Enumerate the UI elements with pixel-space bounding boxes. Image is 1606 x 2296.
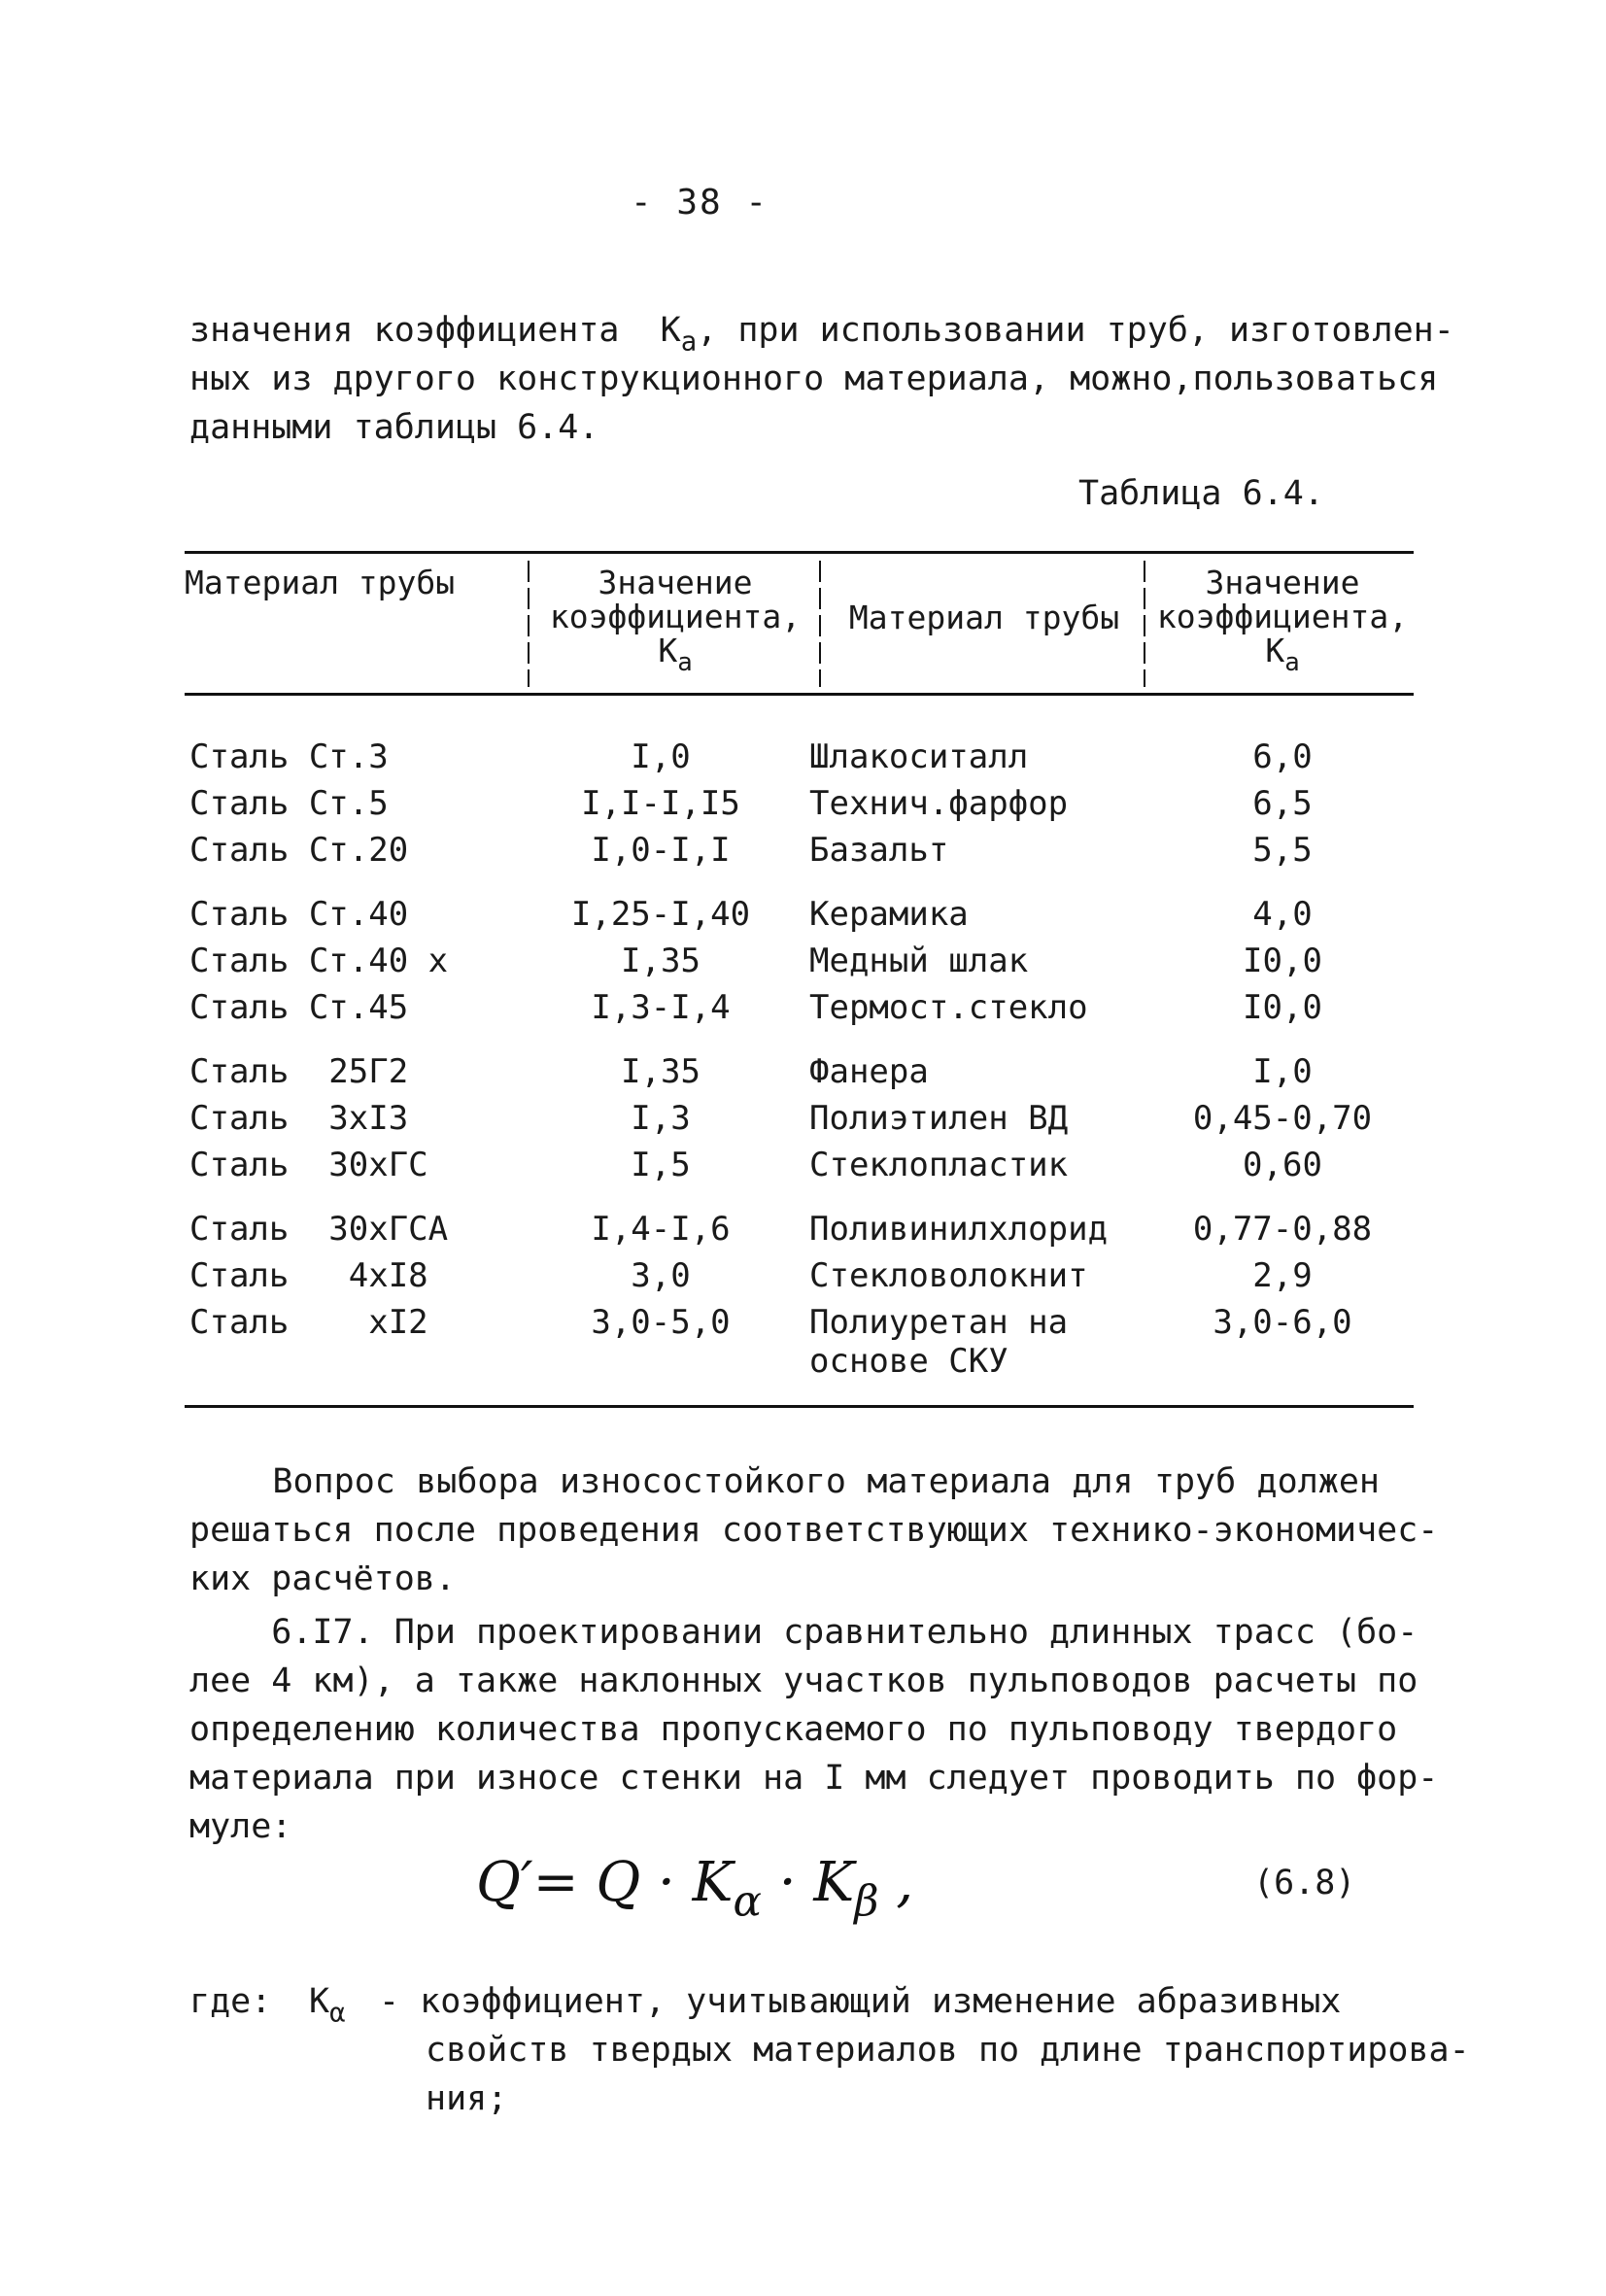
definition-line: ния;	[426, 2079, 508, 2118]
definition-line: - коэффициент, учитывающий изменение абразивных	[379, 1982, 1342, 2021]
material-left-cell: Сталь Ст.45	[189, 988, 409, 1027]
coefficient-left-cell: I,4-I,6	[591, 1210, 731, 1249]
paragraph-line: Вопрос выбора износостойкого материала для труб должен	[189, 1462, 1380, 1501]
coefficient-right-cell: 5,5	[1252, 831, 1313, 870]
where-label: где:	[189, 1982, 272, 2021]
coefficient-right-cell: 0,60	[1243, 1146, 1322, 1184]
intro-paragraph	[189, 306, 1454, 452]
section-6-17-paragraph	[189, 1608, 1439, 1851]
material-right-cell: Шлакоситалл	[809, 737, 1029, 776]
coefficient-left-cell: I,3	[631, 1099, 691, 1138]
header-separator	[1144, 561, 1145, 687]
coefficient-left-cell: 3,0	[631, 1256, 691, 1295]
page-number: - 38 -	[630, 183, 769, 223]
material-right-cell: Термост.стекло	[809, 988, 1088, 1027]
definition-line: свойств твердых материалов по длине транспортирова-	[426, 2031, 1470, 2070]
table-row	[0, 1048, 1606, 1095]
coefficient-right-cell: 6,5	[1252, 784, 1313, 823]
coefficient-left-cell: I,5	[631, 1146, 691, 1184]
table-row	[0, 984, 1606, 1031]
formula-number: (6.8)	[1253, 1864, 1356, 1902]
where-symbol: $K_\alpha$	[309, 1982, 346, 2029]
header-separator	[528, 561, 530, 687]
material-left-cell: Сталь 30хГСА	[189, 1210, 449, 1249]
material-left-cell: Сталь 3хI3	[189, 1099, 409, 1138]
table-bottom-rule	[185, 1405, 1414, 1408]
paragraph-line: решаться после проведения соответствующих технико-экономичес-	[189, 1511, 1439, 1550]
coefficient-left-cell: I,35	[621, 942, 700, 980]
table-row	[0, 1142, 1606, 1188]
coefficient-left-cell: 3,0-5,0	[591, 1303, 731, 1342]
coefficient-left-cell: I,0	[631, 737, 691, 776]
coefficient-right-cell: 4,0	[1252, 895, 1313, 934]
material-left-cell: Сталь хI2	[189, 1303, 428, 1342]
material-left-cell: Сталь Ст.3	[189, 737, 389, 776]
table-row	[0, 1206, 1606, 1252]
material-left-cell: Сталь 30хГС	[189, 1146, 428, 1184]
material-right-cell: Стеклопластик	[809, 1146, 1069, 1184]
paragraph-line: лее 4 км), а также наклонных участков пульповодов расчеты по	[189, 1662, 1418, 1700]
paragraph-line: 6.I7. При проектировании сравнительно длинных трасс (бо-	[189, 1613, 1418, 1652]
choice-paragraph	[189, 1457, 1439, 1603]
material-left-cell: Сталь 25Г2	[189, 1052, 409, 1091]
header-material-left: Материал трубы	[185, 564, 456, 601]
coefficient-right-cell: 0,77-0,88	[1192, 1210, 1373, 1249]
table-top-rule	[185, 551, 1414, 554]
material-right-cell: Технич.фарфор	[809, 784, 1069, 823]
header-material-right: Материал трубы	[848, 599, 1120, 636]
table-header-rule	[185, 693, 1414, 696]
table-caption: Таблица 6.4.	[1078, 474, 1324, 513]
material-left-cell: Сталь Ст.40 х	[189, 942, 449, 980]
table-row	[0, 1095, 1606, 1142]
table-row	[0, 1252, 1606, 1299]
paragraph-line: ких расчётов.	[189, 1559, 456, 1598]
table-row	[0, 827, 1606, 874]
table-row	[0, 891, 1606, 938]
material-right-cell: Полиэтилен ВД	[809, 1099, 1069, 1138]
material-left-cell: Сталь Ст.20	[189, 831, 409, 870]
intro-line: значения коэффициента $K_a$, при использовании труб, изготовлен-	[189, 311, 1454, 358]
paragraph-line: материала при износе стенки на I мм следует проводить по фор-	[189, 1759, 1439, 1798]
material-right-cell: Керамика	[809, 895, 969, 934]
coefficient-left-cell: I,I-I,I5	[581, 784, 740, 823]
header-coefficient-left: Значение коэффициента, $K_a$	[549, 564, 802, 677]
material-left-cell: Сталь Ст.40	[189, 895, 409, 934]
material-right-cell: Полиуретан на основе СКУ	[809, 1303, 1069, 1381]
coefficient-right-cell: 0,45-0,70	[1192, 1099, 1373, 1138]
header-separator	[819, 561, 821, 687]
coefficient-right-cell: I0,0	[1243, 942, 1322, 980]
material-right-cell: Базальт	[809, 831, 949, 870]
material-left-cell: Сталь Ст.5	[189, 784, 389, 823]
coefficient-right-cell: I0,0	[1243, 988, 1322, 1027]
intro-line: данными таблицы 6.4.	[189, 408, 599, 447]
material-right-cell: Стекловолокнит	[809, 1256, 1088, 1295]
coefficient-left-cell: I,35	[621, 1052, 700, 1091]
coefficient-left-cell: I,25-I,40	[570, 895, 751, 934]
where-definition	[379, 1977, 1470, 2123]
intro-line: ных из другого конструкционного материала, можно,пользоваться	[189, 360, 1439, 398]
coefficient-right-cell: 2,9	[1252, 1256, 1313, 1295]
paragraph-line: определению количества пропускаемого по пульповоду твердого	[189, 1710, 1398, 1749]
material-right-cell: Фанера	[809, 1052, 929, 1091]
material-left-cell: Сталь 4хI8	[189, 1256, 428, 1295]
coefficient-left-cell: I,3-I,4	[591, 988, 731, 1027]
formula: $Q'= Q \cdot K_\alpha \cdot K_\beta$ ,	[476, 1851, 914, 1927]
table-row	[0, 938, 1606, 984]
coefficient-right-cell: 3,0-6,0	[1213, 1303, 1352, 1342]
material-right-cell: Поливинилхлорид	[809, 1210, 1109, 1249]
table-row	[0, 734, 1606, 780]
table-row	[0, 1299, 1606, 1396]
header-coefficient-right: Значение коэффициента, $K_a$	[1156, 564, 1409, 677]
table-row	[0, 780, 1606, 827]
material-right-cell: Медный шлак	[809, 942, 1029, 980]
coefficient-right-cell: 6,0	[1252, 737, 1313, 776]
coefficient-left-cell: I,0-I,I	[591, 831, 731, 870]
coefficient-right-cell: I,0	[1252, 1052, 1313, 1091]
paragraph-line: муле:	[189, 1807, 292, 1846]
